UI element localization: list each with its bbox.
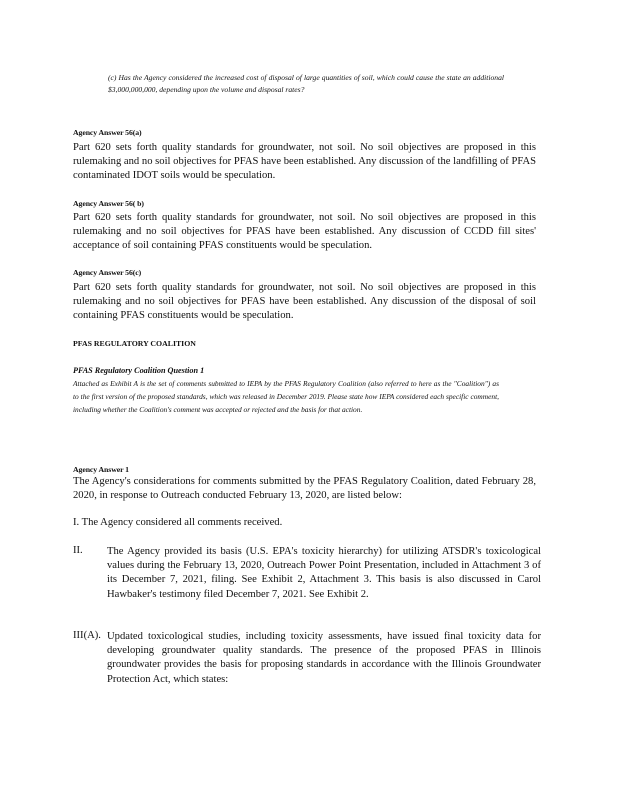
answer-56a-text: Part 620 sets forth quality standards for groundwater, not soil. No soil objectives are proposed in this rulemaking and no soil objectives for PFAS have been established. Any discussion of the landfilling of PFAS contaminated IDOT soils would be speculation. (73, 142, 536, 182)
item-iii-a-number: III(A). (73, 630, 101, 641)
coalition-question-header: PFAS Regulatory Coalition Question 1 (73, 366, 205, 375)
answer-56c-text: Part 620 sets forth quality standards for groundwater, not soil. No soil objectives are proposed in this rulemaking and no soil objectives for PFAS have been established. Any discussion of the disposal of soil containing PFAS constituents would be speculation. (73, 282, 536, 322)
answer-56a-header: Agency Answer 56(a) (73, 128, 142, 137)
item-iii-a-text: Updated toxicological studies, including toxicity assessments, have issued final toxicity data for developing groundwater quality standards. The presence of the proposed PFAS in Illinois groundwater provides the basis for proposing standards in accordance with the Illinois Groundwater Protection Act, which states: (107, 631, 541, 685)
section-title: PFAS REGULATORY COALITION (73, 339, 196, 348)
coalition-question-text: Attached as Exhibit A is the set of comments submitted to IEPA by the PFAS Regulatory Coalition (also referred to here as the "Coalition") as to the first version of the proposed standards, which was released in December 2019. Please state how IEPA considered each specific comment, including whether the Coalition's comment was accepted or rejected and the basis for that action. (73, 379, 499, 414)
item-ii-text: The Agency provided its basis (U.S. EPA's toxicity hierarchy) for utilizing ATSDR's toxicological values during the February 13, 2020, Outreach Power Point Presentation, included in Attachment 3 of its December 7, 2021, filing. See Exhibit 2, Attachment 3. This basis is also discussed in Carol Hawbaker's testimony filed December 7, 2021. See Exhibit 2. (107, 546, 541, 600)
answer-1-text: The Agency's considerations for comments submitted by the PFAS Regulatory Coalition, dated February 28, 2020, in response to Outreach conducted February 13, 2020, are listed below: (73, 476, 536, 502)
answer-1-header: Agency Answer 1 (73, 465, 129, 474)
item-i: I. The Agency considered all comments received. (73, 517, 283, 528)
question-c-text: (c) Has the Agency considered the increased cost of disposal of large quantities of soil, which could cause the state an additional $3,000,000,000, depending upon the volume and disposal rates? (108, 73, 504, 94)
item-ii-number: II. (73, 545, 83, 556)
answer-56b-header: Agency Answer 56( b) (73, 199, 144, 208)
answer-56b-text: Part 620 sets forth quality standards for groundwater, not soil. No soil objectives are proposed in this rulemaking and no soil objectives for PFAS have been established. Any discussion of CCDD fill sites' acceptance of soil containing PFAS constituents would be speculation. (73, 212, 536, 252)
answer-56c-header: Agency Answer 56(c) (73, 268, 142, 277)
